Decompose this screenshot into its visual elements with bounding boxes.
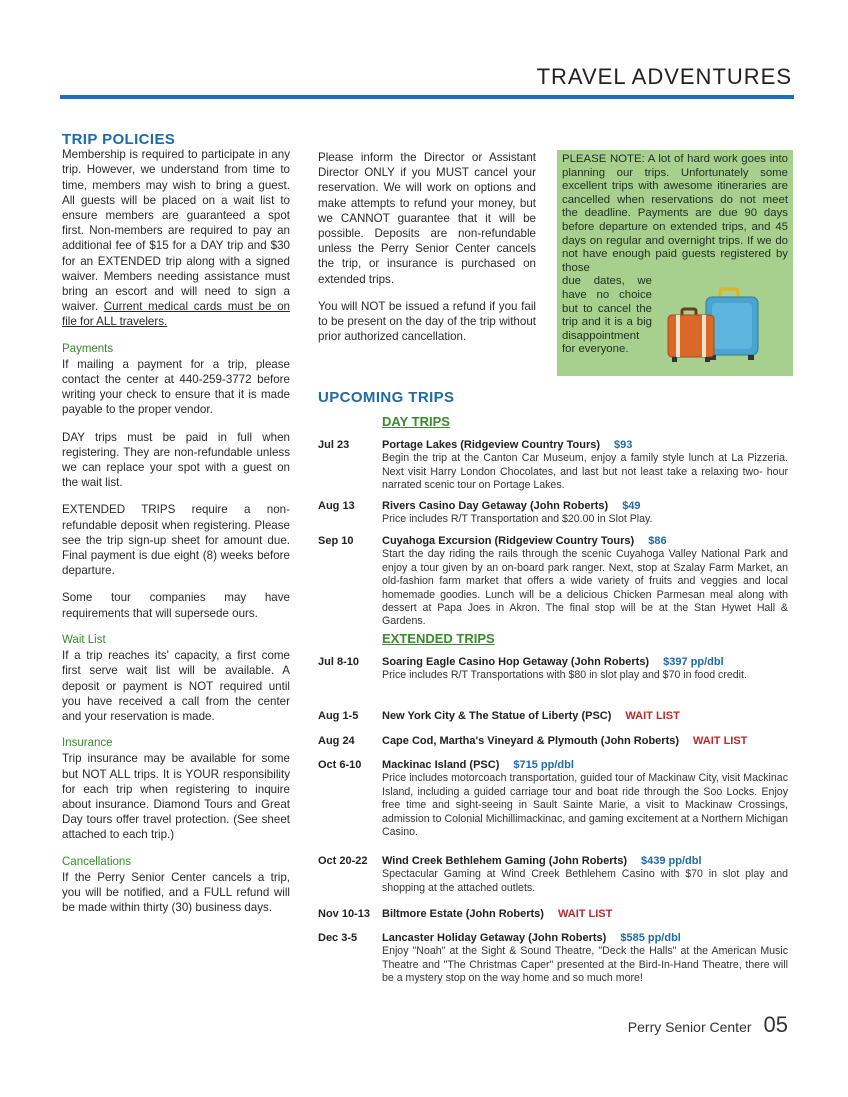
medical-cards-note: Current medical cards must be on file for ALL travelers. <box>62 300 290 329</box>
insurance-heading: Insurance <box>62 737 113 750</box>
cancel-paragraph-1: Please inform the Director or Assistant Director ONLY if you MUST cancel your reservation. We will work on options and make attempts to refund your money, but we CANNOT guarantee that it will be possible. Deposits are non-refundable unless the Perry Senior Center cancels the trip, or insurance is purchased on extended trips. <box>318 151 536 286</box>
trip-date: Oct 20-22 <box>318 855 368 867</box>
trip-description: Price includes motorcoach transportation, guided tour of Mackinaw City, visit Mackinac Island, including a guided carriage tour and boat ride through the Soo Locks. Enjoy free time and sight-seeing in Sault Sainte Marie, a visit to Mackinaw Crossings, admission to Colonial Michillimackinac, and gaming excitement at a Northern Michigan Casino. <box>382 772 788 839</box>
trip-description: Enjoy "Noah" at the Sight & Sound Theatre, "Deck the Halls" at the American Music Theatre and "The Christmas Caper" presented at the Bird-In-Hand Theatre, there will be a mystery stop on the way home and so much more! <box>382 945 788 985</box>
trip-date: Dec 3-5 <box>318 932 358 944</box>
trip-title: Biltmore Estate (John Roberts) <box>382 908 544 920</box>
upcoming-trips-heading: UPCOMING TRIPS <box>318 389 455 406</box>
please-note-box <box>557 150 793 376</box>
trip-title: Portage Lakes (Ridgeview Country Tours) <box>382 439 601 451</box>
trip-item <box>318 735 788 748</box>
payments-paragraph-3: EXTENDED TRIPS require a non-refundable deposit when registering. Please see the trip sign-up sheet for amount due. Final payment is due eight (8) weeks before departure. <box>62 503 290 578</box>
trip-date: Aug 1-5 <box>318 710 359 722</box>
trip-description: Price includes R/T Transportations with $80 in slot play and $70 in food credit. <box>382 669 747 682</box>
trip-item <box>318 855 788 895</box>
footer-organization: Perry Senior Center <box>627 1019 752 1035</box>
note-text-main: PLEASE NOTE: A lot of hard work goes into planning our trips. Unfortunately some excellent trips with awesome itineraries are cancelled when reservations do not meet the deadline. Payments are due 90 days before departure on extended trips, and 45 days on regular and overnight trips. If we do not have enough paid guests registered by those <box>562 153 788 274</box>
wait-list-badge: WAIT LIST <box>693 735 748 747</box>
page-number: 05 <box>763 1012 788 1037</box>
trip-policies-heading: TRIP POLICIES <box>62 131 176 148</box>
insurance-paragraph: Trip insurance may be available for some but NOT ALL trips. It is YOUR responsibility for each trip when registering to inquire about insurance. Diamond Tours and Great Day tours offer travel protection. (See sheet attached to each trip.) <box>62 752 290 842</box>
trip-title: Soaring Eagle Casino Hop Getaway (John Roberts) <box>382 656 650 668</box>
note-text-end: due dates, we have no choice but to cancel the trip and it is a big disappointment for everyone. <box>562 275 652 356</box>
intro-paragraph <box>62 147 290 329</box>
payments-paragraph-1: If mailing a payment for a trip, please contact the center at 440-259-3772 before writing your check to ensure that it is made payable to the proper vendor. <box>62 357 290 417</box>
trip-price: $397 pp/dbl <box>663 656 724 668</box>
day-trips-label: DAY TRIPS <box>382 414 450 429</box>
trip-item <box>318 908 788 921</box>
trip-date: Jul 8-10 <box>318 656 359 668</box>
payments-paragraph-4: Some tour companies may have requirements that will supersede ours. <box>62 591 290 620</box>
trip-title: Cape Cod, Martha's Vineyard & Plymouth (John Roberts) <box>382 735 680 747</box>
trip-description: Spectacular Gaming at Wind Creek Bethlehem Casino with $70 in slot play and shopping at the attached outlets. <box>382 868 788 894</box>
trip-item <box>318 535 788 629</box>
trip-description: Price includes R/T Transportation and $20.00 in Slot Play. <box>382 513 653 526</box>
trip-date: Sep 10 <box>318 535 354 547</box>
trip-date: Nov 10-13 <box>318 908 370 920</box>
header-divider <box>60 95 794 99</box>
cancellations-heading: Cancellations <box>62 855 132 868</box>
trip-price: $86 <box>648 535 667 547</box>
trip-date: Aug 13 <box>318 500 355 512</box>
trip-title: Wind Creek Bethlehem Gaming (John Roberts) <box>382 855 627 867</box>
trip-title: New York City & The Statue of Liberty (PSC) <box>382 710 612 722</box>
cancel-paragraph-2: You will NOT be issued a refund if you fail to be present on the day of the trip without prior authorized cancellation. <box>318 299 536 344</box>
wait-list-badge: WAIT LIST <box>625 710 680 722</box>
trip-price: $93 <box>614 439 633 451</box>
cancellations-paragraph: If the Perry Senior Center cancels a trip, you will be notified, and a FULL refund will be made within thirty (30) business days. <box>62 870 290 915</box>
payments-heading: Payments <box>62 342 114 355</box>
trip-price: $585 pp/dbl <box>620 932 681 944</box>
intro-text: Membership is required to participate in any trip. However, we understand from time to time, members may wish to bring a guest. All guests will be placed on a wait list to ensure members are guaranteed a spot first. Non-members are required to pay an additional fee of $15 for a DAY trip and $30 for an EXTENDED trip along with a signed waiver. Members needing assistance must bring an escort and will need to sign a waiver. <box>62 148 290 314</box>
trip-item <box>318 500 788 527</box>
trip-item <box>318 710 788 723</box>
cancellation-policy-column <box>318 150 536 344</box>
trip-description: Start the day riding the rails through the scenic Cuyahoga Valley National Park and enjoy a tour given by an on-board park ranger. Next, stop at Szalay Farm Market, an old-fashion farm market that offers a wide variety of fruits and veggies and local homemade goodies. Lunch will be a delicious Chicken Parmesan meal along with dessert at Papa Joes in Akron. The final stop will be at the Stan Hywet Hall & Gardens. <box>382 548 788 628</box>
page-title: TRAVEL ADVENTURES <box>536 64 792 89</box>
trip-date: Oct 6-10 <box>318 759 362 771</box>
payments-paragraph-2: DAY trips must be paid in full when registering. They are non-refundable unless we can replace your spot with a guest on the wait list. <box>62 430 290 490</box>
trip-item <box>318 932 788 986</box>
wait-list-badge: WAIT LIST <box>557 908 613 920</box>
trip-title: Lancaster Holiday Getaway (John Roberts) <box>382 932 607 944</box>
waitlist-heading: Wait List <box>62 633 106 646</box>
trip-item <box>318 759 788 839</box>
trip-price: $49 <box>622 500 641 512</box>
page-footer <box>628 1012 788 1038</box>
trip-title: Cuyahoga Excursion (Ridgeview Country Tours) <box>382 535 635 547</box>
trip-price: $439 pp/dbl <box>641 855 702 867</box>
trip-date: Jul 23 <box>318 439 350 451</box>
trip-title: Mackinac Island (PSC) <box>382 759 500 771</box>
waitlist-paragraph: If a trip reaches its' capacity, a first come first serve wait list will be available. A deposit or payment is NOT required until you have received a call from the center and your reservation is made. <box>62 649 290 723</box>
trip-date: Aug 24 <box>318 735 355 747</box>
luggage-icon <box>660 285 788 372</box>
trip-policies-column <box>62 132 290 915</box>
trip-price: $715 pp/dbl <box>513 759 574 771</box>
trip-item <box>318 656 788 683</box>
extended-trips-label: EXTENDED TRIPS <box>382 631 495 646</box>
trip-description: Begin the trip at the Canton Car Museum, enjoy a family style lunch at La Pizzeria. Next visit Harry London Chocolates, and last but not least take a relaxing two- hour narrated scenic tour on Portage Lakes. <box>382 452 788 492</box>
trip-title: Rivers Casino Day Getaway (John Roberts) <box>382 500 609 512</box>
trip-item <box>318 439 788 493</box>
